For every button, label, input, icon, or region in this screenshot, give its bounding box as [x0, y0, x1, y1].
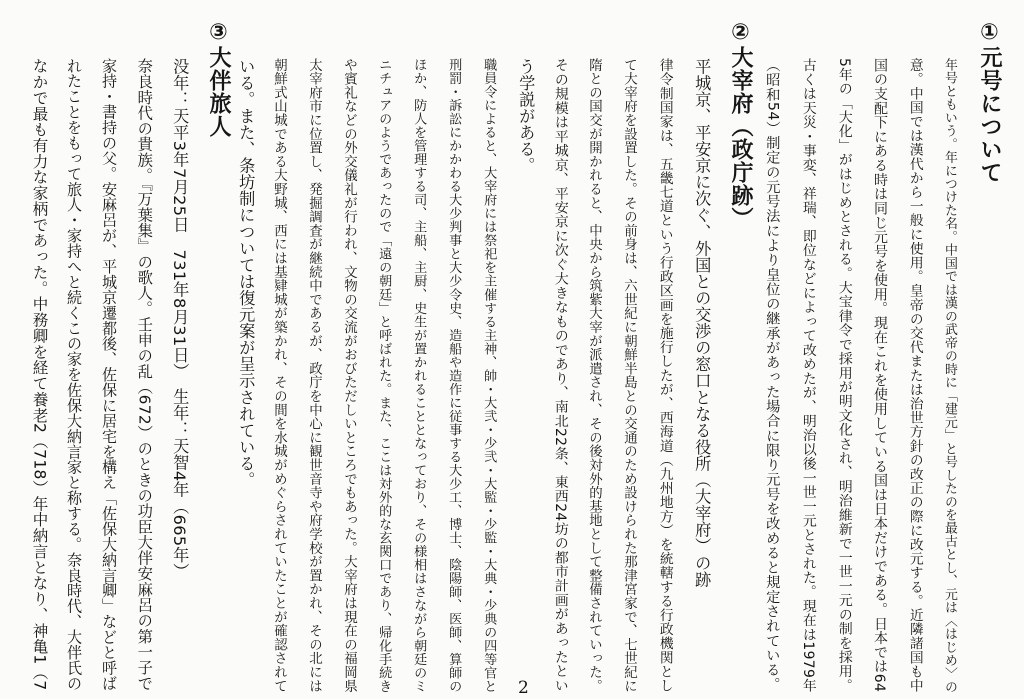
section-2-line-1: 平城京、平安京に次ぐ、外国との交渉の窓口となる役所（大宰府）の跡	[692, 58, 712, 588]
section-3-heading: ③大伴旅人	[206, 20, 231, 138]
section-2-line-4: 隋との国交が開かれると、中央から筑紫大宰が派遣され、その後対外的基地として整備されていった。	[586, 58, 602, 693]
section-2-line-6: う学説がある。	[516, 58, 536, 174]
section-2-line-10: ニチュアのようであったので「遠の朝廷」と呼ばれた。また、ここは対外的な玄関口であり、帰化手続き	[376, 58, 392, 693]
section-2-line-3: て大宰府を設置した。その前身は、六世紀に朝鮮半島との交通のため設けられた那津宮家で、七世紀に	[621, 58, 637, 693]
section-1-line-1: 年号ともいう。年につけた名。中国では漢の武帝の時に「建元」と号したのを最古とし、元は〈はじめ〉の	[941, 58, 957, 694]
section-1-line-6: （昭和54）制定の元号法により皇位の継承があった場合に限り元号を改めると規定されている。	[764, 58, 781, 692]
section-1-line-4: 5年の「大化」がはじめとされる。大宝律令で採用が明文化され、明治維新で一世一元の制を採用。	[835, 58, 852, 693]
section-1-heading: ①元号について	[977, 20, 1002, 184]
section-3-line-4: れたことをもって旅人・家持へと続くこの家を佐保大納言家と称する。奈良時代、大伴氏の	[65, 58, 84, 692]
section-1-line-3: 国の支配下にある時は同じ元号を使用。現在これを使用している国は日本だけである。日本では64	[870, 58, 887, 693]
section-3-line-1: 没年：天平3年7月25日 731年8月31日） 生年：天智4年（665年）	[170, 58, 190, 580]
section-2-heading: ②大宰府（政庁跡）	[728, 20, 753, 230]
section-2-line-11: や賓礼などの外交儀礼が行われ、文物の交流がおびただしいところでもあった。大宰府は現在の福岡県	[341, 58, 357, 693]
section-1-line-2: 意。中国では漢代から一般に使用。皇帝の交代または治世方針の改正の際に改元する。近隣諸国も中	[906, 58, 923, 693]
section-2-line-12: 太宰府市に位置し、発掘調査が継続中であるが、政庁を中心に観世音寺や府学校が置かれ、その北には	[306, 58, 322, 693]
section-3-line-3: 家持・書持の父。安麻呂が、平城京遷都後、佐保に居宅を構え「佐保大納言卿」などと呼ば	[100, 58, 119, 692]
section-3-line-5: なかで最も有力な家柄であった。中務卿を経て養老2（718）年中納言となり、神亀1（7	[30, 58, 49, 691]
section-2-line-7: 職員令によると、大宰府には祭祀を主催する主神、帥・大弐・少弐・大監・少監・大典・少典の四等官と	[481, 58, 497, 693]
section-1-line-5: 古くは天災・事変、祥瑞、即位などによって改めたが、明治以後一世一元とされた。現在は1979年	[799, 58, 816, 693]
page-number: 2	[518, 678, 529, 698]
section-2-line-5: その規模は平城京、平安京に次ぐ大きなものであり、南北22条、東西24坊の都市計画があったとい	[551, 58, 568, 693]
section-2-line-9: ほか、防人を管理する司、主船、主厨、史生が置かれることとなっており、その様相はさながら朝廷のミ	[411, 58, 427, 693]
section-2-line-8: 刑罰・訴訟にかかわる大少判事と大少令史、造船や造作に従事する大少工、博士、陰陽師、医師、算師の	[446, 58, 462, 693]
section-3-line-2: 奈良時代の貴族。『万葉集』の歌人。壬申の乱（672）のときの功臣大伴安麻呂の第一子で	[135, 58, 154, 691]
section-2-line-14: いる。また、条坊制については復元案が呈示されている。	[236, 58, 256, 489]
section-2-line-13: 朝鮮式山城である大野城、西には基肄城が築かれ、その間を水城がめぐらされていたことが確認されて	[271, 58, 287, 693]
section-2-line-2: 律令制国家は、五畿七道という行政区画を施行したが、西海道（九州地方）を統轄する行政機関とし	[656, 58, 673, 693]
